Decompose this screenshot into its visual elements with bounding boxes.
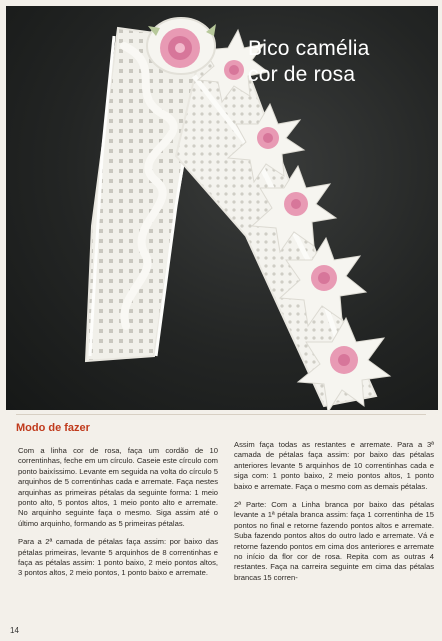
photo-title-line-1: Bico camélia — [248, 37, 370, 60]
divider — [16, 414, 426, 415]
photo-title — [248, 36, 398, 88]
text-column-right — [234, 440, 434, 591]
page-number: 14 — [10, 626, 19, 635]
paragraph: Com a linha cor de rosa, faça um cordão de 10 correntinhas, feche em um círculo. Caseie este círculo com ponto baixíssimo. Levante em seguida na volta do círculo 5 arquinhos de 5 correntinhas cada e arremate. Faça nestes arquinhas as primeiras pétalas da seguinte forma: 1 meio ponto alto, 5 pontos altos, 1 meio ponto alto e arremate. No arquinho seguinte faça o mesmo. Siga assim até o último arquinho, formando as 5 primeiras pétalas. — [18, 446, 218, 528]
lace-strip-left — [86, 28, 206, 361]
section-heading: Modo de fazer — [16, 422, 90, 434]
paragraph: Assim faça todas as restantes e arremate. Para a 3ª camada de pétalas faça assim: por baixo das pétalas anteriores levante 5 arquinhos de 10 correntinhas cada e siga com: 1 ponto baixo, 2 meio pontos altos, 1 ponto baixo e arremate. Faça o mesmo com as demais pétalas. — [234, 440, 434, 491]
crochet-photo — [6, 6, 438, 410]
text-column-left — [18, 446, 218, 587]
paragraph: 2ª Parte: Com a Linha branca por baixo das pétalas levante a 1ª pétala branca assim: faça 1 correntinha de 15 pontos no final e retorne fazendo pontos altos e arremate. Suba fazendo pontos altos do outro lado e arremate. Vá e retorne fazendo pontos em cima dos anteriores e arremate no início da flor cor de rosa. Repita com as outras 4 restantes. Faça na carreira seguinte em cima das pétalas brancas 15 corren- — [234, 500, 434, 582]
paragraph: Para a 2ª camada de pétalas faça assim: por baixo das pétalas primeiras, levante 5 arquinhos de 8 correntinhas e faça as pétalas assim: 1 ponto baixo, 2 meio pontos altos, 3 pontos altos, 2 meio pontos, 1 ponto baixo e arremate. — [18, 537, 218, 578]
photo-title-line-2: cor de rosa — [248, 63, 356, 86]
instructions — [16, 418, 434, 626]
top-rose — [147, 18, 216, 74]
